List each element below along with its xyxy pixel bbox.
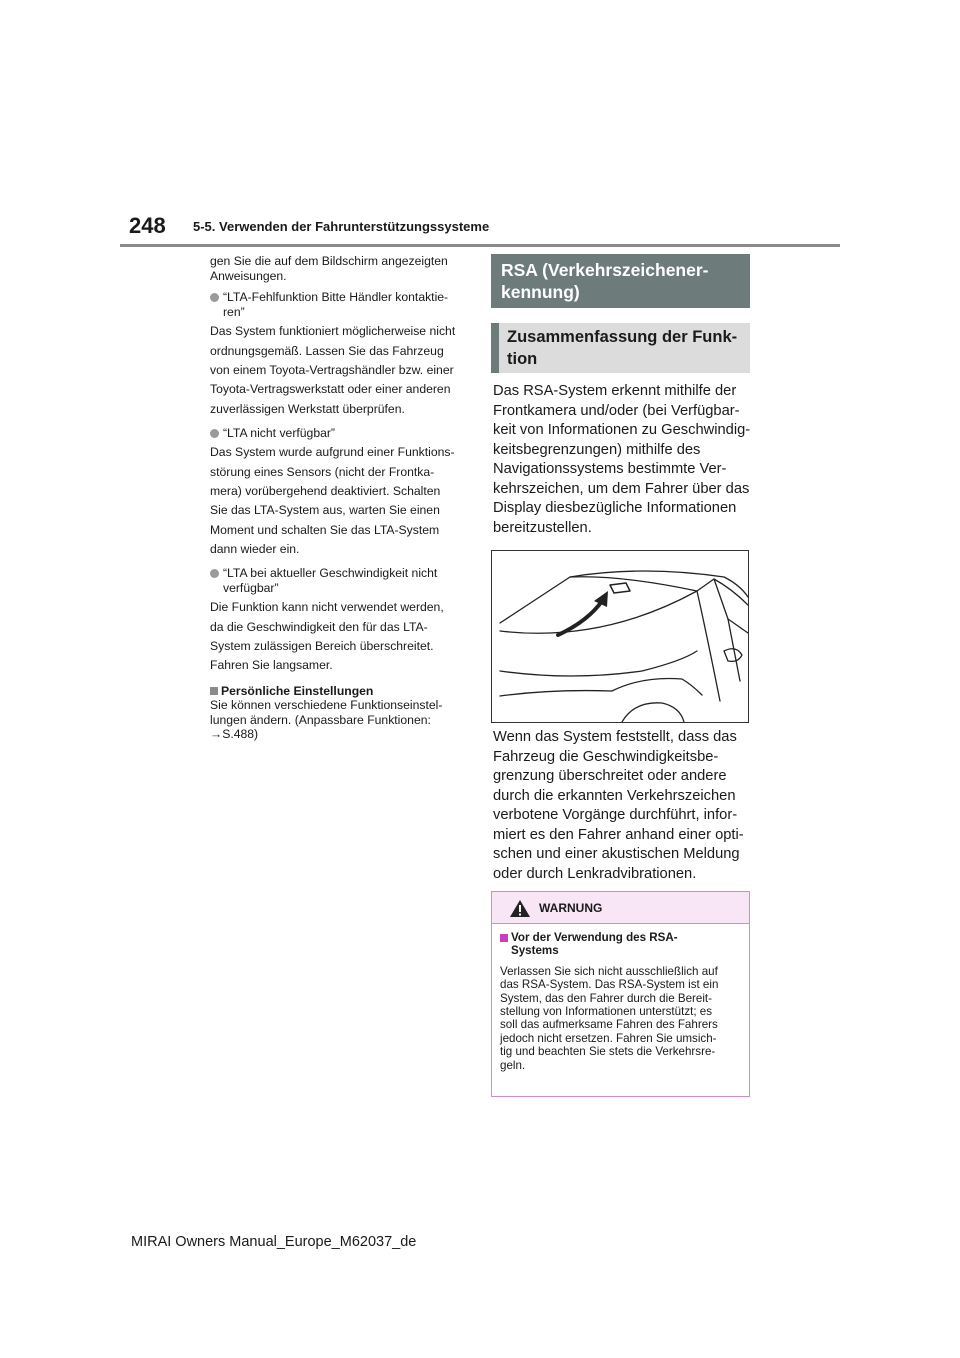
warning-line: soll das aufmerksame Fahren des Fahrers (500, 1018, 718, 1032)
warning-header (492, 892, 749, 924)
bullet-item (210, 566, 470, 595)
warning-line: tig und beachten Sie stets die Verkehrsre- (500, 1045, 716, 1059)
body-line: Das System wurde aufgrund einer Funktions- (210, 445, 455, 460)
body-line: Das RSA-System erkennt mithilfe der (493, 383, 737, 399)
heading-line: Zusammenfassung der Funk- (507, 328, 738, 346)
body-line: Fahrzeug die Geschwindigkeitsbe- (493, 748, 719, 765)
section-heading (491, 323, 750, 373)
warning-line: geln. (500, 1058, 526, 1072)
warning-triangle-icon (509, 899, 531, 918)
warning-line: stellung von Informationen unterstützt; es (500, 1005, 713, 1019)
car-front-camera-icon (492, 551, 748, 722)
page-reference: →S.488) (210, 727, 259, 742)
body-line: dann wieder ein. (210, 541, 300, 556)
body-line: Moment und schalten Sie das LTA-System (210, 522, 440, 537)
square-bullet-icon (500, 934, 508, 942)
subheading-label: Persönliche Einstellungen (221, 683, 374, 698)
body-line: da die Geschwindigkeit den für das LTA- (210, 619, 428, 634)
bullet-title: “LTA bei aktueller Geschwindigkeit nicht (223, 566, 438, 581)
bullet-title: ren” (223, 304, 245, 319)
section-title: 5-5. Verwenden der Fahrunterstützungssysteme (193, 219, 490, 234)
warning-subheading-line: Systems (511, 944, 559, 958)
heading-line: tion (507, 350, 538, 368)
square-bullet-icon (210, 687, 218, 695)
warning-line: jedoch nicht ersetzen. Fahren Sie umsich- (500, 1031, 717, 1045)
bullet-title: verfügbar” (223, 580, 279, 595)
windshield-camera-illustration (491, 550, 749, 723)
warning-line: Verlassen Sie sich nicht ausschließlich auf (500, 964, 718, 978)
bullet-title: “LTA-Fehlfunktion Bitte Händler kontaktie- (223, 290, 449, 305)
body-line: schen und einer akustischen Meldung (493, 846, 740, 862)
body-line: lungen ändern. (Anpassbare Funktionen: (210, 712, 431, 727)
warning-line: System, das den Fahrer durch die Bereit- (500, 991, 713, 1005)
header-divider (120, 244, 840, 247)
body-line: ordnungsgemäß. Lassen Sie das Fahrzeug (210, 343, 444, 358)
body-line: Wenn das System feststellt, dass das (493, 729, 737, 745)
page-number: 248 (129, 213, 166, 238)
description-paragraph (493, 728, 755, 884)
bullet-item (210, 426, 470, 441)
description-paragraph (493, 382, 755, 538)
body-line: störung eines Sensors (nicht der Frontka- (210, 464, 435, 479)
bullet-title: “LTA nicht verfügbar” (223, 425, 335, 440)
footer-manual-id: MIRAI Owners Manual_Europe_M62037_de (131, 1234, 417, 1250)
body-line: grenzung überschreitet oder andere (493, 768, 727, 784)
body-line: verbotene Vorgänge durchführt, infor- (493, 807, 738, 823)
bullet-icon (210, 569, 219, 578)
warning-title: WARNUNG (539, 901, 603, 915)
intro-line: gen Sie die auf dem Bildschirm angezeigten (210, 254, 448, 268)
warning-box (491, 891, 750, 1097)
body-line: Frontkamera und/oder (bei Verfügbar- (493, 402, 740, 419)
body-line: Sie das LTA-System aus, warten Sie einen (210, 503, 440, 518)
intro-line: Anweisungen. (210, 268, 287, 283)
body-line: Das System funktioniert möglicherweise nicht (210, 324, 456, 339)
warning-line: das RSA-System. Das RSA-System ist ein (500, 978, 719, 992)
banner-line: kennung) (501, 282, 580, 302)
body-line: Display diesbezügliche Informationen (493, 500, 737, 516)
left-column (210, 254, 470, 742)
body-line: keitsbegrenzungen) mithilfe des (493, 441, 701, 458)
body-line: Die Funktion kann nicht verwendet werden, (210, 600, 444, 615)
body-line: Fahren Sie langsamer. (210, 658, 333, 673)
banner-line: RSA (Verkehrszeichener- (501, 260, 709, 280)
body-line: kehrszeichen, um dem Fahrer über das (493, 480, 750, 497)
body-line: bereitzustellen. (493, 519, 592, 536)
chapter-banner (491, 254, 750, 308)
subheading (210, 684, 470, 699)
body-line: durch die erkannten Verkehrszeichen (493, 787, 736, 804)
warning-body (492, 924, 749, 1072)
body-line: miert es den Fahrer anhand einer opti- (493, 826, 744, 843)
bullet-icon (210, 293, 219, 302)
body-line: keit von Informationen zu Geschwindig- (493, 422, 751, 438)
body-line: von einem Toyota-Vertragshändler bzw. einer (210, 362, 454, 377)
bullet-item (210, 290, 470, 319)
body-line: mera) vorübergehend deaktiviert. Schalten (210, 484, 441, 499)
warning-subheading-line: Vor der Verwendung des RSA- (511, 931, 678, 944)
body-line: Toyota-Vertragswerkstatt oder einer anderen (210, 382, 451, 397)
body-line: Navigationssystems bestimmte Ver- (493, 461, 727, 477)
bullet-icon (210, 429, 219, 438)
body-line: System zulässigen Bereich überschreitet. (210, 639, 434, 654)
body-line: zuverlässigen Werkstatt überprüfen. (210, 401, 405, 416)
warning-subheading (500, 931, 741, 958)
body-line: oder durch Lenkradvibrationen. (493, 865, 697, 882)
body-line: Sie können verschiedene Funktionseinstel- (210, 698, 443, 713)
